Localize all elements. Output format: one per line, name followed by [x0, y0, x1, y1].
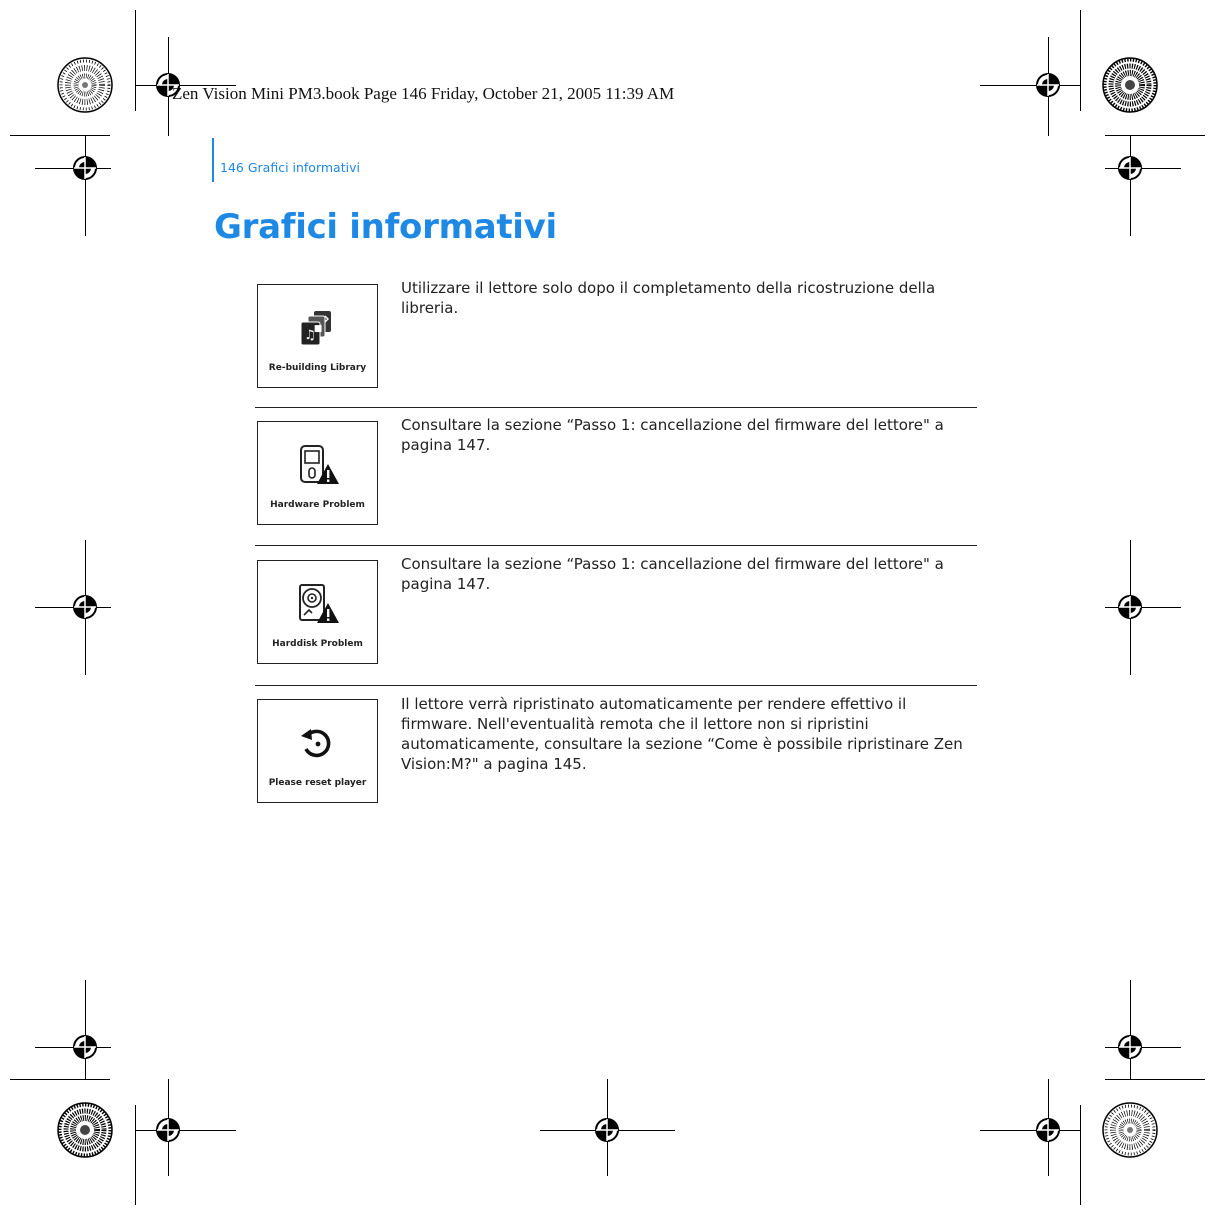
svg-text:■: ■: [313, 324, 322, 334]
icon-panel-hardware-problem: [257, 421, 378, 525]
entry-description: Utilizzare il lettore solo dopo il completamento della ricostruzione della libreria.: [401, 279, 936, 317]
icon-caption: Please reset player: [268, 778, 367, 788]
music-library-icon: [298, 308, 338, 348]
entry-divider: [255, 407, 977, 408]
svg-text:♫: ♫: [303, 328, 316, 343]
book-slug-header: Zen Vision Mini PM3.book Page 146 Friday, October 21, 2005 11:39 AM: [172, 84, 675, 103]
running-head-rule: [212, 138, 214, 182]
device-warning-icon: [296, 443, 340, 487]
harddisk-warning-icon: [296, 582, 340, 626]
icon-caption: Hardware Problem: [270, 500, 365, 510]
icon-caption: Re-building Library: [268, 363, 367, 373]
entry-divider: [255, 685, 977, 686]
reset-icon: [298, 723, 338, 763]
icon-panel-rebuilding-library: [257, 284, 378, 388]
icon-panel-please-reset-player: [257, 699, 378, 803]
entry-description: Consultare la sezione “Passo 1: cancellazione del firmware del lettore" a pagina 147.: [401, 555, 944, 593]
entry-description: Il lettore verrà ripristinato automaticamente per rendere effettivo il firmware. Nell'eventualità remota che il lettore non si ripristini automaticamente, consultare la sezione “Come è possibile ripristinare Zen Vision:M?" a pagina 145.: [401, 695, 963, 773]
entry-description: Consultare la sezione “Passo 1: cancellazione del firmware del lettore" a pagina 147.: [401, 416, 944, 454]
icon-panel-harddisk-problem: [257, 560, 378, 664]
running-head: 146 Grafici informativi: [220, 160, 360, 175]
page-title: Grafici informativi: [214, 207, 557, 247]
entry-divider: [255, 545, 977, 546]
icon-caption: Harddisk Problem: [272, 639, 363, 649]
